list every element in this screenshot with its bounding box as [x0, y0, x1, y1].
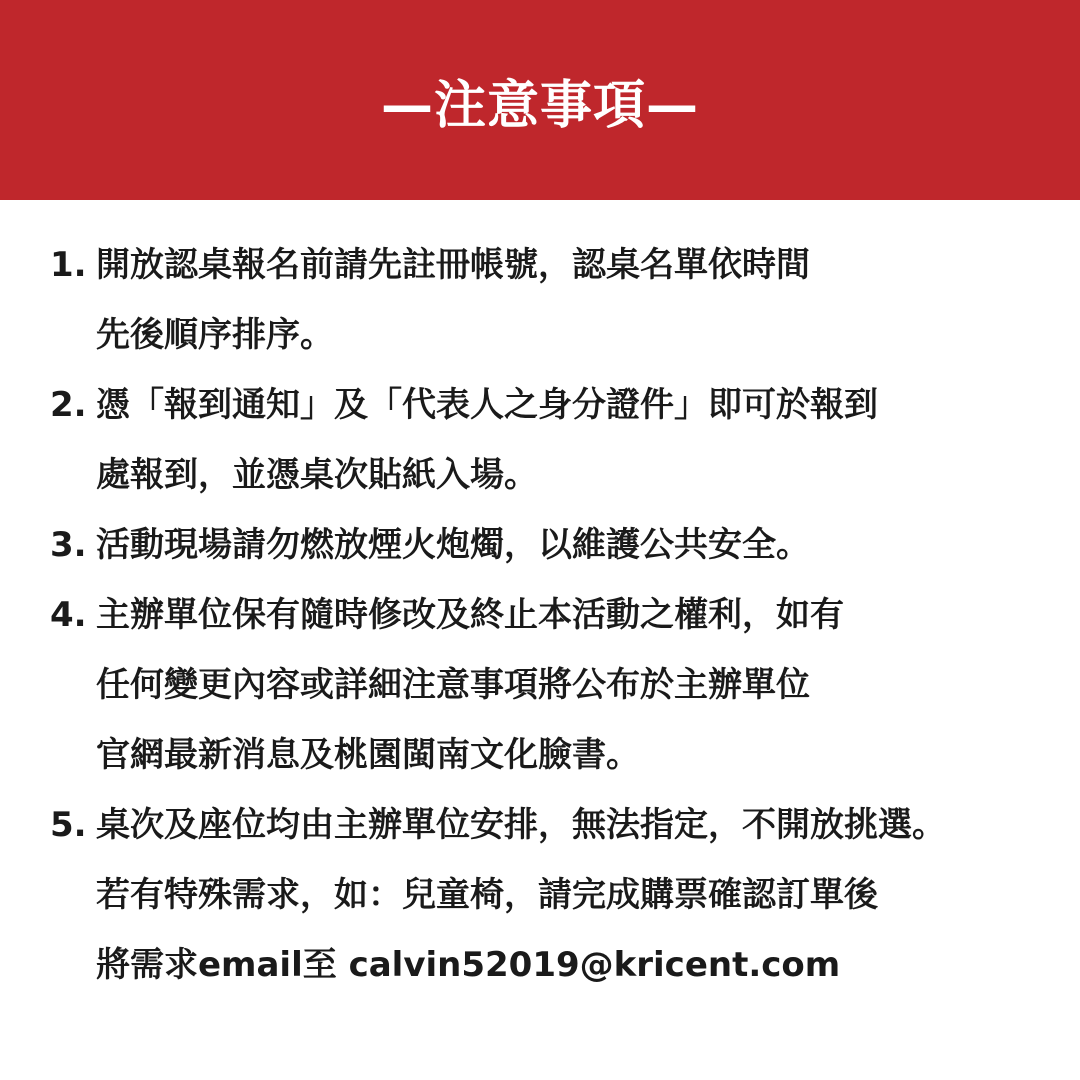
- note-line: 若有特殊需求，如：兒童椅，請完成購票確認訂單後: [96, 875, 878, 915]
- note-line: 任何變更內容或詳細注意事項將公布於主辦單位: [96, 665, 810, 705]
- note-line: 憑「報到通知」及「代表人之身分證件」即可於報到: [96, 385, 878, 425]
- note-item-2: [50, 370, 1050, 510]
- note-number: 1.: [50, 245, 87, 285]
- note-line: 開放認桌報名前請先註冊帳號，認桌名單依時間: [96, 245, 810, 285]
- note-item-4: [50, 580, 1050, 790]
- note-line: 處報到，並憑桌次貼紙入場。: [96, 455, 538, 495]
- note-number: 5.: [50, 805, 87, 845]
- note-item-5: [50, 790, 1050, 1000]
- banner-title: —注意事項—: [380, 75, 699, 136]
- note-number: 4.: [50, 595, 87, 635]
- note-line: 桌次及座位均由主辦單位安排，無法指定，不開放挑選。: [96, 805, 946, 845]
- note-line: 先後順序排序。: [96, 315, 334, 355]
- note-line-email: 將需求email至 calvin52019@kricent.com: [96, 945, 841, 985]
- note-number: 2.: [50, 385, 87, 425]
- note-line: 活動現場請勿燃放煙火炮燭，以維護公共安全。: [96, 525, 810, 565]
- header-banner: [0, 0, 1080, 200]
- notes-list: [50, 230, 1050, 1000]
- note-item-1: [50, 230, 1050, 370]
- note-item-3: [50, 510, 1050, 580]
- note-number: 3.: [50, 525, 87, 565]
- note-line: 官網最新消息及桃園閩南文化臉書。: [96, 735, 640, 775]
- note-line: 主辦單位保有隨時修改及終止本活動之權利，如有: [96, 595, 844, 635]
